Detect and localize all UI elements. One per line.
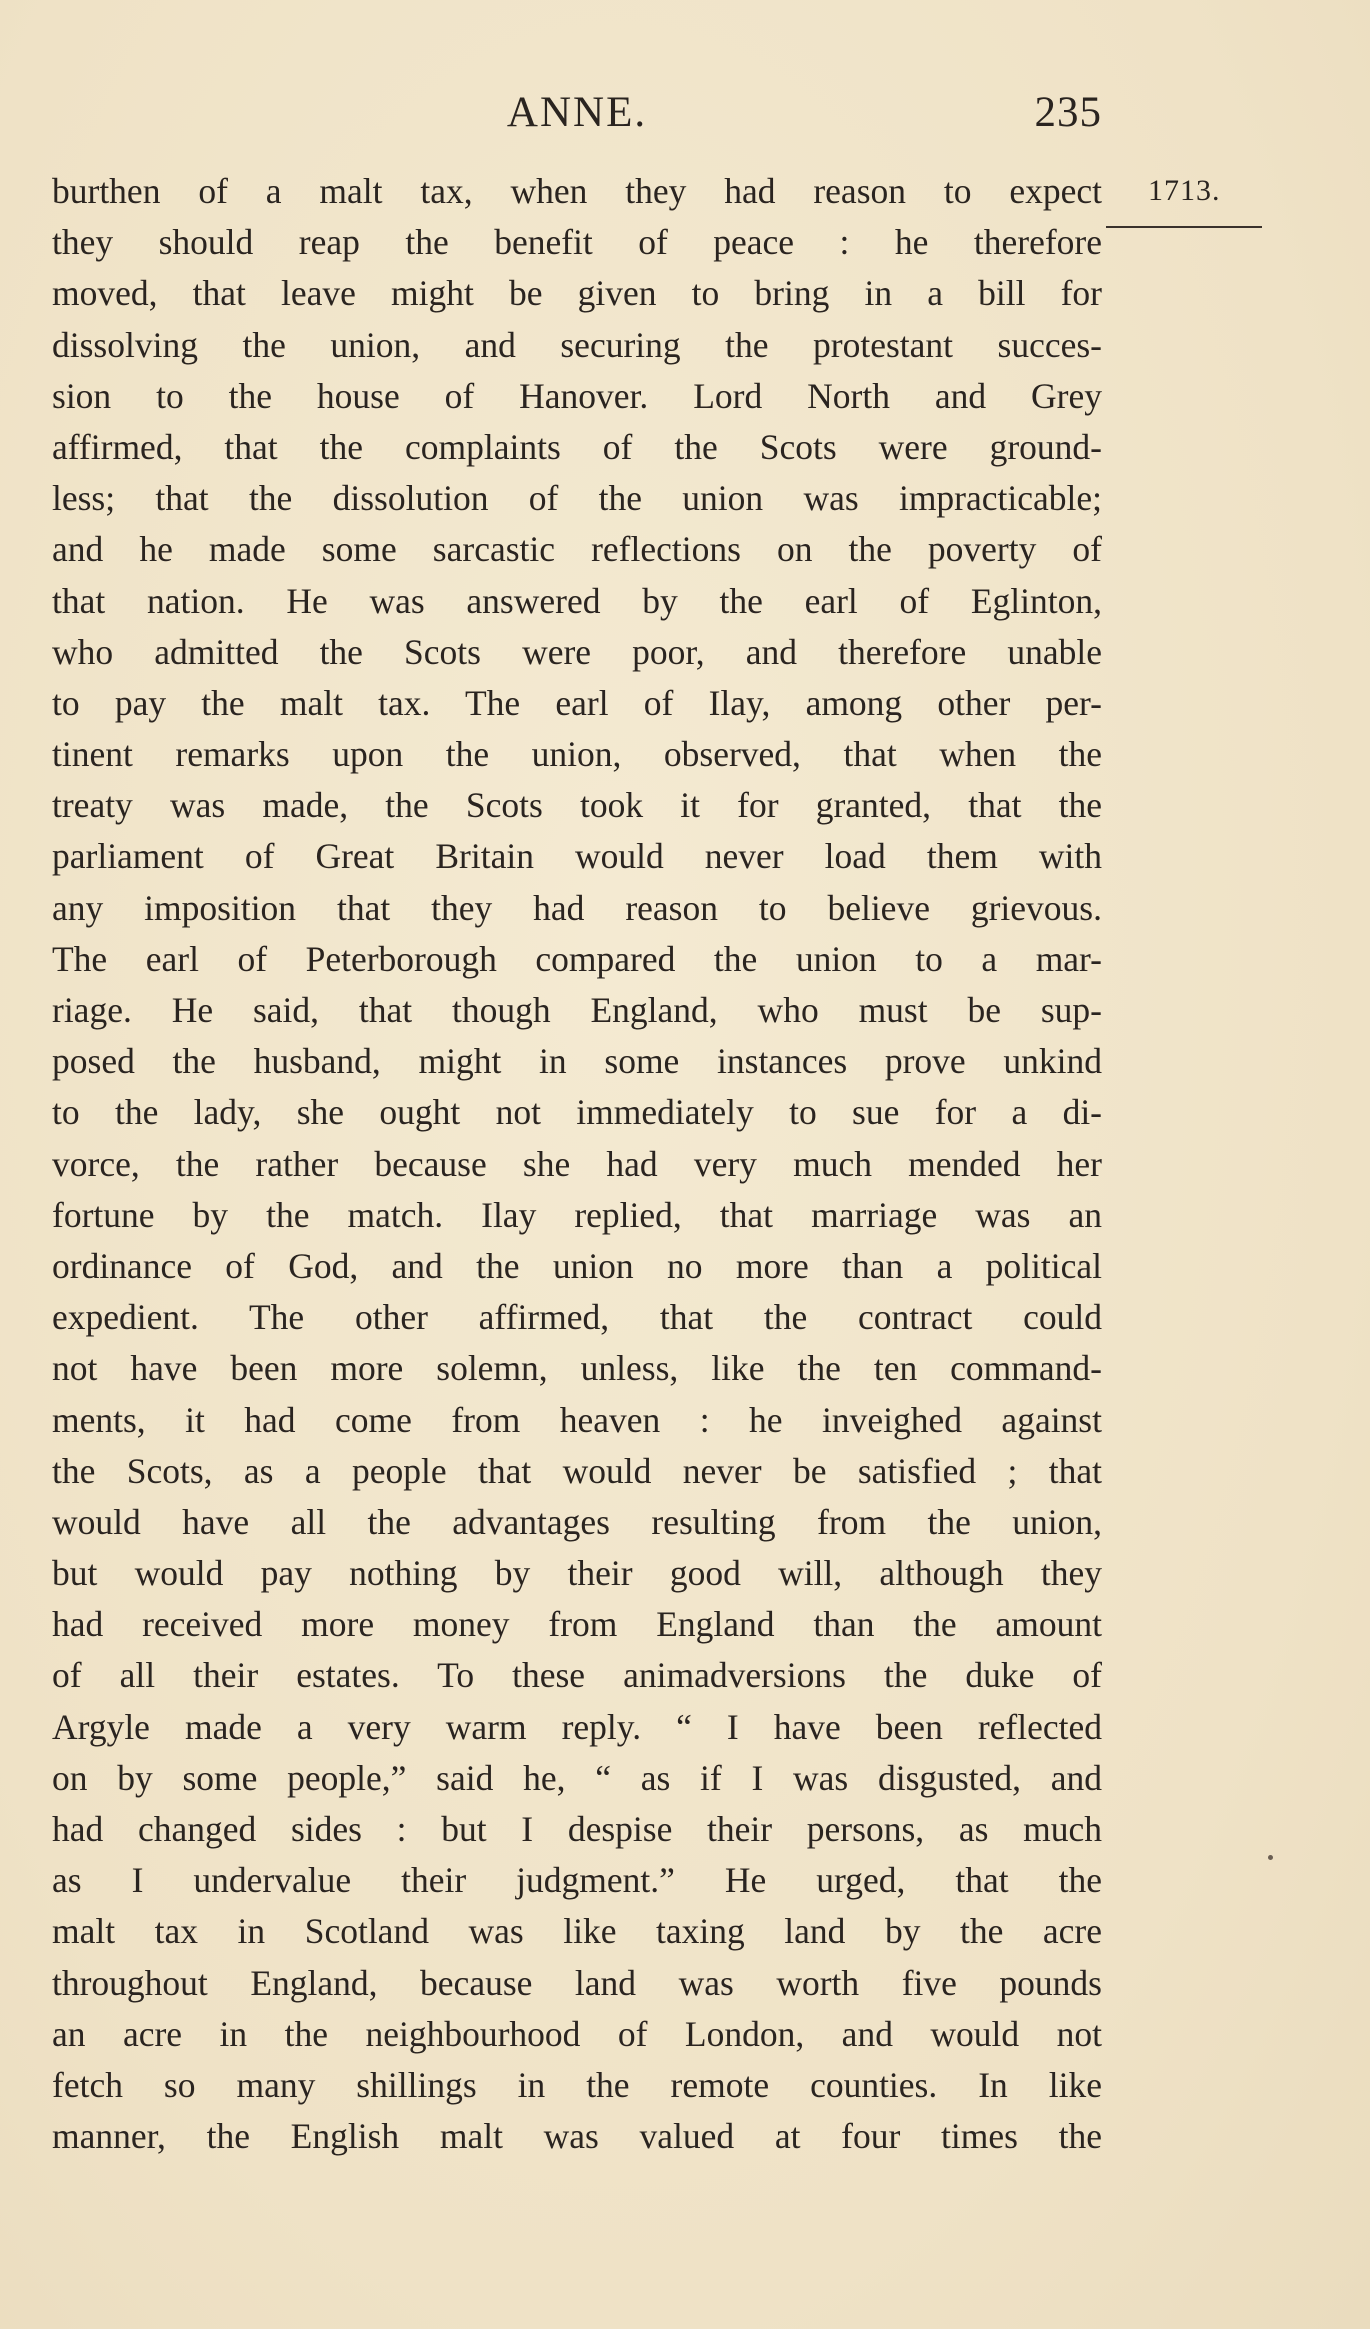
text-line: and he made some sarcastic reflections on the poverty of — [52, 529, 1102, 570]
text-line: less; that the dissolution of the union was impracticable; — [52, 478, 1102, 519]
text-line: vorce, the rather because she had very much mended her — [52, 1143, 1102, 1184]
text-line: parliament of Great Britain would never load them with — [52, 836, 1102, 877]
text-line: riage. He said, that though England, who must be sup- — [52, 990, 1102, 1030]
text-line: ordinance of God, and the union no more than a political — [52, 1245, 1102, 1286]
text-line: fetch so many shillings in the remote counties. In like — [52, 2064, 1102, 2105]
text-line: who admitted the Scots were poor, and therefore unable — [52, 631, 1102, 672]
text-line: sion to the house of Hanover. Lord North and Grey — [52, 375, 1102, 416]
text-line: as I undervalue their judgment.” He urged, that the — [52, 1860, 1102, 1901]
text-line: burthen of a malt tax, when they had reason to expect — [52, 171, 1102, 211]
text-line: malt tax in Scotland was like taxing land by the acre — [52, 1911, 1102, 1952]
text-line: but would pay nothing by their good will, although they — [52, 1553, 1102, 1594]
text-line: the Scots, as a people that would never be satisfied ; that — [52, 1450, 1102, 1491]
text-line: dissolving the union, and securing the protestant succes- — [52, 324, 1102, 365]
text-line: treaty was made, the Scots took it for granted, that the — [52, 785, 1102, 826]
text-line: would have all the advantages resulting from the union, — [52, 1501, 1102, 1542]
text-line: affirmed, that the complaints of the Scots were ground- — [52, 426, 1102, 467]
text-line: ments, it had come from heaven : he inveighed against — [52, 1399, 1102, 1440]
running-head — [52, 88, 1102, 144]
text-line: manner, the English malt was valued at four times the — [52, 2116, 1102, 2157]
text-line: to the lady, she ought not immediately to sue for a di- — [52, 1092, 1102, 1133]
text-line: fortune by the match. Ilay replied, that marriage was an — [52, 1194, 1102, 1235]
text-line: moved, that leave might be given to bring in a bill for — [52, 273, 1102, 314]
text-line: an acre in the neighbourhood of London, and would not — [52, 2013, 1102, 2054]
text-line: to pay the malt tax. The earl of Ilay, among other per- — [52, 682, 1102, 723]
text-line: not have been more solemn, unless, like the ten command- — [52, 1348, 1102, 1389]
body-text — [52, 166, 1102, 2162]
text-line: tinent remarks upon the union, observed, that when the — [52, 734, 1102, 775]
page-number: 235 — [1034, 89, 1102, 136]
paper-speck — [1268, 1855, 1273, 1860]
text-line: they should reap the benefit of peace : he therefore — [52, 222, 1102, 263]
text-line: that nation. He was answered by the earl of Eglinton, — [52, 580, 1102, 621]
text-line: expedient. The other affirmed, that the contract could — [52, 1297, 1102, 1338]
text-line: of all their estates. To these animadversions the duke of — [52, 1655, 1102, 1696]
text-line: any imposition that they had reason to believe grievous. — [52, 887, 1102, 928]
margin-rule — [1106, 226, 1262, 228]
text-line: posed the husband, might in some instances prove unkind — [52, 1041, 1102, 1082]
text-line: had changed sides : but I despise their persons, as much — [52, 1809, 1102, 1849]
text-line: The earl of Peterborough compared the union to a mar- — [52, 938, 1102, 979]
text-line: throughout England, because land was worth five pounds — [52, 1962, 1102, 2003]
text-line: had received more money from England than the amount — [52, 1604, 1102, 1645]
text-line: Argyle made a very warm reply. “ I have been reflected — [52, 1706, 1102, 1747]
running-title: ANNE. — [506, 89, 648, 136]
margin-year-note: 1713. — [1148, 174, 1221, 207]
text-line: on by some people,” said he, “ as if I was disgusted, and — [52, 1757, 1102, 1798]
